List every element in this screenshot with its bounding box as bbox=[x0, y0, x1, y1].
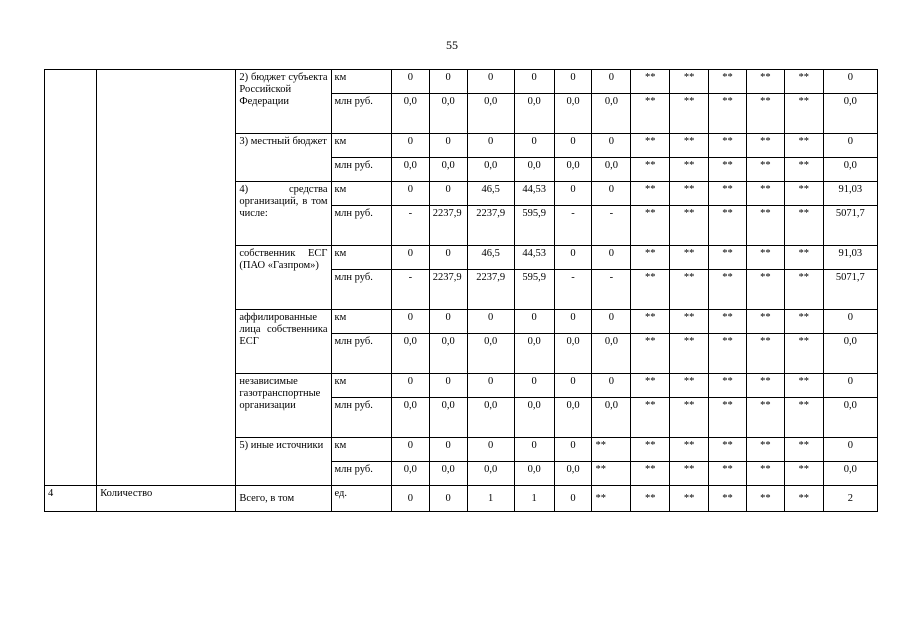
value-cell: 0,0 bbox=[514, 334, 554, 374]
value-cell: 0,0 bbox=[514, 158, 554, 182]
value-cell: 0 bbox=[554, 70, 592, 94]
value-cell: 0,0 bbox=[592, 158, 631, 182]
value-cell: 0 bbox=[592, 246, 631, 270]
value-cell: 2237,9 bbox=[467, 206, 514, 246]
value-cell: ** bbox=[746, 206, 784, 246]
unit-cell: км bbox=[331, 70, 391, 94]
value-cell: ** bbox=[746, 158, 784, 182]
unit-cell: км bbox=[331, 310, 391, 334]
value-cell: 0,0 bbox=[467, 158, 514, 182]
value-cell: 0 bbox=[429, 246, 467, 270]
value-cell: ** bbox=[746, 182, 784, 206]
value-cell: ** bbox=[631, 70, 670, 94]
value-cell: ** bbox=[709, 486, 747, 512]
value-cell: 0 bbox=[514, 310, 554, 334]
value-cell: 2237,9 bbox=[467, 270, 514, 310]
value-cell: ** bbox=[670, 246, 709, 270]
value-cell: 0 bbox=[554, 182, 592, 206]
value-cell: ** bbox=[709, 334, 747, 374]
value-cell: 0,0 bbox=[554, 158, 592, 182]
value-cell: 44,53 bbox=[514, 182, 554, 206]
value-cell: 0 bbox=[391, 310, 429, 334]
value-cell: 0 bbox=[391, 70, 429, 94]
value-cell: ** bbox=[670, 206, 709, 246]
value-cell: ** bbox=[709, 182, 747, 206]
value-cell: ** bbox=[631, 182, 670, 206]
value-cell: ** bbox=[631, 206, 670, 246]
value-cell: 0,0 bbox=[391, 158, 429, 182]
value-cell: ** bbox=[784, 270, 823, 310]
value-cell: 0,0 bbox=[391, 334, 429, 374]
value-cell: 0,0 bbox=[823, 94, 877, 134]
page-number: 55 bbox=[446, 38, 458, 52]
table-row bbox=[45, 70, 878, 94]
unit-cell: млн руб. bbox=[331, 270, 391, 310]
value-cell: ** bbox=[709, 398, 747, 438]
value-cell: 0 bbox=[391, 438, 429, 462]
value-cell: ** bbox=[670, 438, 709, 462]
value-cell: 0,0 bbox=[429, 94, 467, 134]
value-cell: 0,0 bbox=[514, 398, 554, 438]
value-cell: 0 bbox=[554, 438, 592, 462]
value-cell: ** bbox=[784, 438, 823, 462]
value-cell: 0 bbox=[592, 134, 631, 158]
value-cell: 0 bbox=[554, 246, 592, 270]
value-cell: 0,0 bbox=[554, 398, 592, 438]
value-cell: ** bbox=[670, 334, 709, 374]
value-cell: ** bbox=[670, 70, 709, 94]
value-cell: 0 bbox=[467, 70, 514, 94]
value-cell: 46,5 bbox=[467, 246, 514, 270]
value-cell: 0,0 bbox=[592, 94, 631, 134]
value-cell: 0 bbox=[429, 134, 467, 158]
value-cell: 0 bbox=[429, 182, 467, 206]
value-cell: 0 bbox=[823, 374, 877, 398]
value-cell: ** bbox=[709, 270, 747, 310]
value-cell: 0,0 bbox=[823, 462, 877, 486]
value-cell: 0,0 bbox=[554, 94, 592, 134]
value-cell: 595,9 bbox=[514, 270, 554, 310]
value-cell: ** bbox=[746, 374, 784, 398]
value-cell: ** bbox=[670, 462, 709, 486]
value-cell: ** bbox=[709, 246, 747, 270]
value-cell: ** bbox=[709, 206, 747, 246]
value-cell: ** bbox=[631, 462, 670, 486]
value-cell: 2 bbox=[823, 486, 877, 512]
unit-cell: млн руб. bbox=[331, 94, 391, 134]
value-cell: 0,0 bbox=[391, 398, 429, 438]
funding-source-label: 4) средства организаций, в том числе: bbox=[236, 182, 331, 246]
value-cell: ** bbox=[670, 158, 709, 182]
value-cell: 0,0 bbox=[429, 398, 467, 438]
value-cell: ** bbox=[670, 94, 709, 134]
value-cell: 0,0 bbox=[429, 334, 467, 374]
value-cell: ** bbox=[784, 94, 823, 134]
value-cell: 0 bbox=[429, 70, 467, 94]
unit-cell: км bbox=[331, 182, 391, 206]
value-cell: 0 bbox=[467, 438, 514, 462]
value-cell: ** bbox=[670, 486, 709, 512]
value-cell: ** bbox=[631, 246, 670, 270]
value-cell: 5071,7 bbox=[823, 270, 877, 310]
value-cell: ** bbox=[784, 70, 823, 94]
value-cell: ** bbox=[631, 134, 670, 158]
value-cell: 0 bbox=[429, 374, 467, 398]
value-cell: 0,0 bbox=[429, 462, 467, 486]
value-cell: ** bbox=[784, 486, 823, 512]
value-cell: 0 bbox=[823, 70, 877, 94]
value-cell: 0 bbox=[823, 438, 877, 462]
row-number: 4 bbox=[45, 486, 97, 512]
value-cell: ** bbox=[784, 334, 823, 374]
value-cell: ** bbox=[592, 462, 631, 486]
funding-source-label: независимые газотранспортные организации bbox=[236, 374, 331, 438]
value-cell: 0,0 bbox=[592, 398, 631, 438]
value-cell: 0 bbox=[823, 310, 877, 334]
unit-cell: км bbox=[331, 438, 391, 462]
value-cell: 0,0 bbox=[554, 462, 592, 486]
value-cell: ** bbox=[631, 374, 670, 398]
value-cell: ** bbox=[670, 270, 709, 310]
value-cell: ** bbox=[592, 438, 631, 462]
unit-cell: км bbox=[331, 134, 391, 158]
value-cell: ** bbox=[631, 398, 670, 438]
funding-source-label: 3) местный бюджет bbox=[236, 134, 331, 182]
value-cell: 0 bbox=[467, 134, 514, 158]
value-cell: 0,0 bbox=[823, 334, 877, 374]
funding-source-label: собственник ЕСГ (ПАО «Газпром») bbox=[236, 246, 331, 310]
value-cell: 0,0 bbox=[391, 462, 429, 486]
unit-cell: км bbox=[331, 246, 391, 270]
value-cell: ** bbox=[746, 438, 784, 462]
unit-cell: млн руб. bbox=[331, 158, 391, 182]
investment-table bbox=[44, 69, 878, 512]
value-cell: 0,0 bbox=[823, 398, 877, 438]
value-cell: 0 bbox=[391, 374, 429, 398]
value-cell: 0 bbox=[514, 438, 554, 462]
value-cell: 0,0 bbox=[554, 334, 592, 374]
value-cell: - bbox=[391, 206, 429, 246]
value-cell: ** bbox=[746, 70, 784, 94]
value-cell: ** bbox=[670, 398, 709, 438]
value-cell: ** bbox=[746, 462, 784, 486]
value-cell: 5071,7 bbox=[823, 206, 877, 246]
value-cell: 0 bbox=[592, 182, 631, 206]
value-cell: ** bbox=[746, 334, 784, 374]
value-cell: 0 bbox=[467, 310, 514, 334]
value-cell: 0,0 bbox=[592, 334, 631, 374]
unit-cell: млн руб. bbox=[331, 462, 391, 486]
value-cell: 1 bbox=[514, 486, 554, 512]
funding-source-label: 5) иные источники bbox=[236, 438, 331, 486]
value-cell: 91,03 bbox=[823, 246, 877, 270]
value-cell: ** bbox=[631, 438, 670, 462]
value-cell: 0,0 bbox=[514, 462, 554, 486]
value-cell: 0 bbox=[823, 134, 877, 158]
value-cell: ** bbox=[784, 182, 823, 206]
value-cell: 0 bbox=[391, 486, 429, 512]
unit-cell: км bbox=[331, 374, 391, 398]
table-row bbox=[45, 486, 878, 512]
funding-source-label: аффилированные лица собственника ЕСГ bbox=[236, 310, 331, 374]
value-cell: ** bbox=[631, 94, 670, 134]
value-cell: 0,0 bbox=[467, 94, 514, 134]
value-cell: 0,0 bbox=[514, 94, 554, 134]
unit-cell: млн руб. bbox=[331, 398, 391, 438]
value-cell: ** bbox=[746, 134, 784, 158]
value-cell: 0,0 bbox=[823, 158, 877, 182]
value-cell: ** bbox=[746, 486, 784, 512]
value-cell: 0,0 bbox=[467, 334, 514, 374]
value-cell: - bbox=[554, 206, 592, 246]
funding-source-label: Всего, в том bbox=[236, 486, 331, 512]
value-cell: - bbox=[391, 270, 429, 310]
value-cell: 0 bbox=[429, 486, 467, 512]
value-cell: ** bbox=[784, 310, 823, 334]
value-cell: ** bbox=[709, 438, 747, 462]
value-cell: ** bbox=[709, 134, 747, 158]
value-cell: ** bbox=[784, 462, 823, 486]
value-cell: 0,0 bbox=[391, 94, 429, 134]
value-cell: 46,5 bbox=[467, 182, 514, 206]
unit-cell: млн руб. bbox=[331, 334, 391, 374]
value-cell: 0 bbox=[514, 374, 554, 398]
value-cell: ** bbox=[709, 462, 747, 486]
value-cell: ** bbox=[631, 334, 670, 374]
value-cell: ** bbox=[592, 486, 631, 512]
value-cell: ** bbox=[784, 246, 823, 270]
empty-name-cell bbox=[97, 70, 236, 486]
funding-source-label: 2) бюджет субъекта Российской Федерации bbox=[236, 70, 331, 134]
value-cell: ** bbox=[670, 374, 709, 398]
value-cell: 0 bbox=[592, 310, 631, 334]
value-cell: ** bbox=[631, 270, 670, 310]
value-cell: - bbox=[592, 206, 631, 246]
value-cell: 0 bbox=[592, 374, 631, 398]
value-cell: ** bbox=[784, 158, 823, 182]
value-cell: - bbox=[592, 270, 631, 310]
unit-cell: ед. bbox=[331, 486, 391, 512]
value-cell: 0,0 bbox=[429, 158, 467, 182]
value-cell: ** bbox=[670, 134, 709, 158]
value-cell: 91,03 bbox=[823, 182, 877, 206]
value-cell: 2237,9 bbox=[429, 270, 467, 310]
value-cell: 0,0 bbox=[467, 462, 514, 486]
value-cell: ** bbox=[746, 310, 784, 334]
value-cell: ** bbox=[670, 310, 709, 334]
empty-number-cell bbox=[45, 70, 97, 486]
value-cell: ** bbox=[709, 310, 747, 334]
value-cell: ** bbox=[784, 206, 823, 246]
value-cell: 0 bbox=[391, 182, 429, 206]
value-cell: 44,53 bbox=[514, 246, 554, 270]
value-cell: 0 bbox=[554, 134, 592, 158]
value-cell: ** bbox=[746, 270, 784, 310]
value-cell: ** bbox=[709, 70, 747, 94]
value-cell: 0 bbox=[554, 374, 592, 398]
value-cell: 0 bbox=[429, 310, 467, 334]
value-cell: 0 bbox=[592, 70, 631, 94]
value-cell: ** bbox=[631, 486, 670, 512]
value-cell: ** bbox=[746, 246, 784, 270]
value-cell: 0 bbox=[391, 246, 429, 270]
value-cell: 0,0 bbox=[467, 398, 514, 438]
indicator-name: Количество bbox=[97, 486, 236, 512]
unit-cell: млн руб. bbox=[331, 206, 391, 246]
value-cell: 0 bbox=[391, 134, 429, 158]
value-cell: ** bbox=[709, 158, 747, 182]
value-cell: 0 bbox=[514, 70, 554, 94]
value-cell: ** bbox=[631, 158, 670, 182]
value-cell: ** bbox=[784, 134, 823, 158]
value-cell: ** bbox=[746, 94, 784, 134]
value-cell: 0 bbox=[554, 310, 592, 334]
value-cell: 1 bbox=[467, 486, 514, 512]
value-cell: ** bbox=[784, 374, 823, 398]
value-cell: 2237,9 bbox=[429, 206, 467, 246]
value-cell: 0 bbox=[554, 486, 592, 512]
value-cell: ** bbox=[746, 398, 784, 438]
value-cell: 0 bbox=[429, 438, 467, 462]
value-cell: 0 bbox=[514, 134, 554, 158]
value-cell: 0 bbox=[467, 374, 514, 398]
value-cell: ** bbox=[709, 94, 747, 134]
value-cell: 595,9 bbox=[514, 206, 554, 246]
value-cell: ** bbox=[784, 398, 823, 438]
value-cell: ** bbox=[631, 310, 670, 334]
value-cell: ** bbox=[709, 374, 747, 398]
value-cell: ** bbox=[670, 182, 709, 206]
value-cell: - bbox=[554, 270, 592, 310]
